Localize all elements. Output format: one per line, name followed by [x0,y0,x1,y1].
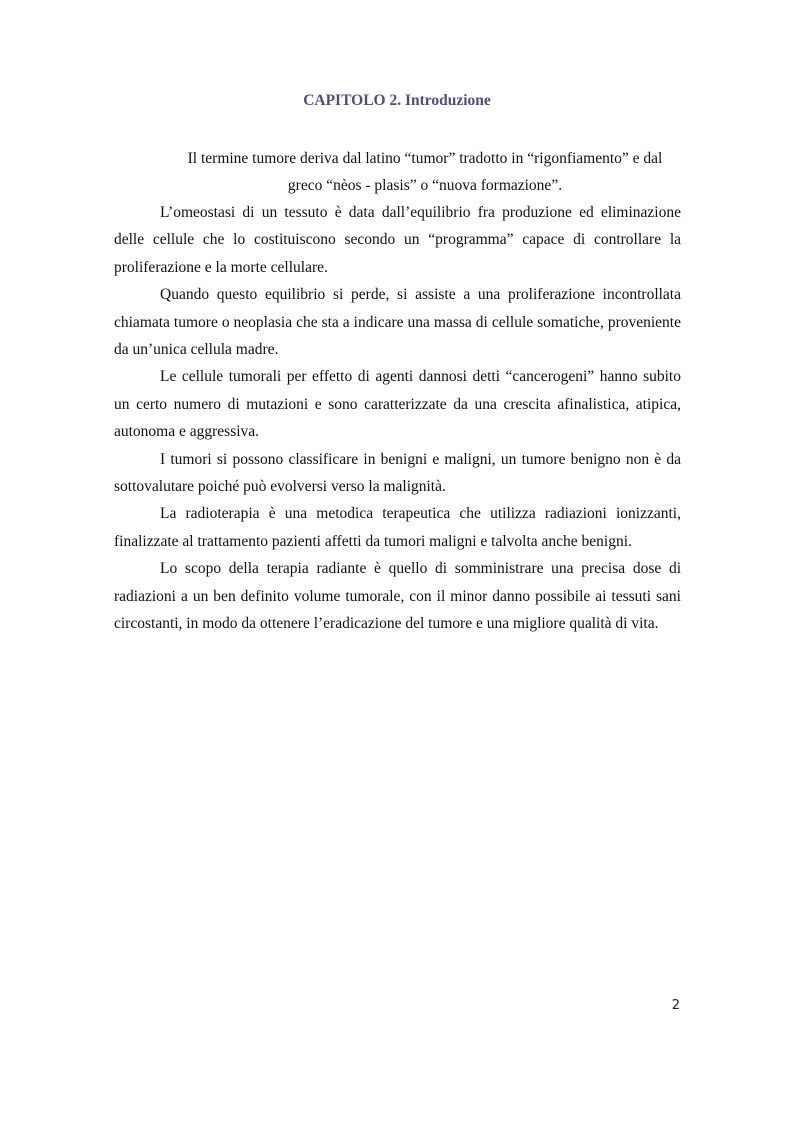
paragraph: Le cellule tumorali per effetto di agenti dannosi detti “cancerogeni” hanno subito un certo numero di mutazioni e sono caratterizzate da una crescita afinalistica, atipica, autonoma e aggressiva. [114,368,681,441]
paragraph: I tumori si possono classificare in benigni e maligni, un tumore benigno non è da sottovalutare poiché può evolversi verso la malignità. [114,450,681,496]
paragraph: La radioterapia è una metodica terapeutica che utilizza radiazioni ionizzanti, finalizzate al trattamento pazienti affetti da tumori maligni e talvolta anche benigni. [114,505,681,550]
body-text [114,199,681,638]
epigraph [150,145,700,199]
paragraph: L’omeostasi di un tessuto è data dall’equilibrio fra produzione ed eliminazione delle cellule che lo costituiscono secondo un “programma” capace di controllare la proliferazione e la morte cellulare. [114,204,681,276]
paragraph: Quando questo equilibrio si perde, si assiste a una proliferazione incontrollata chiamata tumore o neoplasia che sta a indicare una massa di cellule somatiche, proveniente da un’unica cellula madre. [114,286,681,359]
chapter-title: CAPITOLO 2. Introduzione [303,92,491,109]
paragraph: Lo scopo della terapia radiante è quello di somministrare una precisa dose di radiazioni a un ben definito volume tumorale, con il minor danno possibile ai tessuti sani circostanti, in modo da ottenere l’eradicazione del tumore e una migliore qualità di vita. [114,560,681,633]
epigraph-line: Il termine tumore deriva dal latino “tumor” tradotto in “rigonfiamento” e dal [187,150,663,167]
epigraph-line: greco “nèos - plasis” o “nuova formazione”. [287,177,563,194]
page-number: 2 [671,998,680,1013]
